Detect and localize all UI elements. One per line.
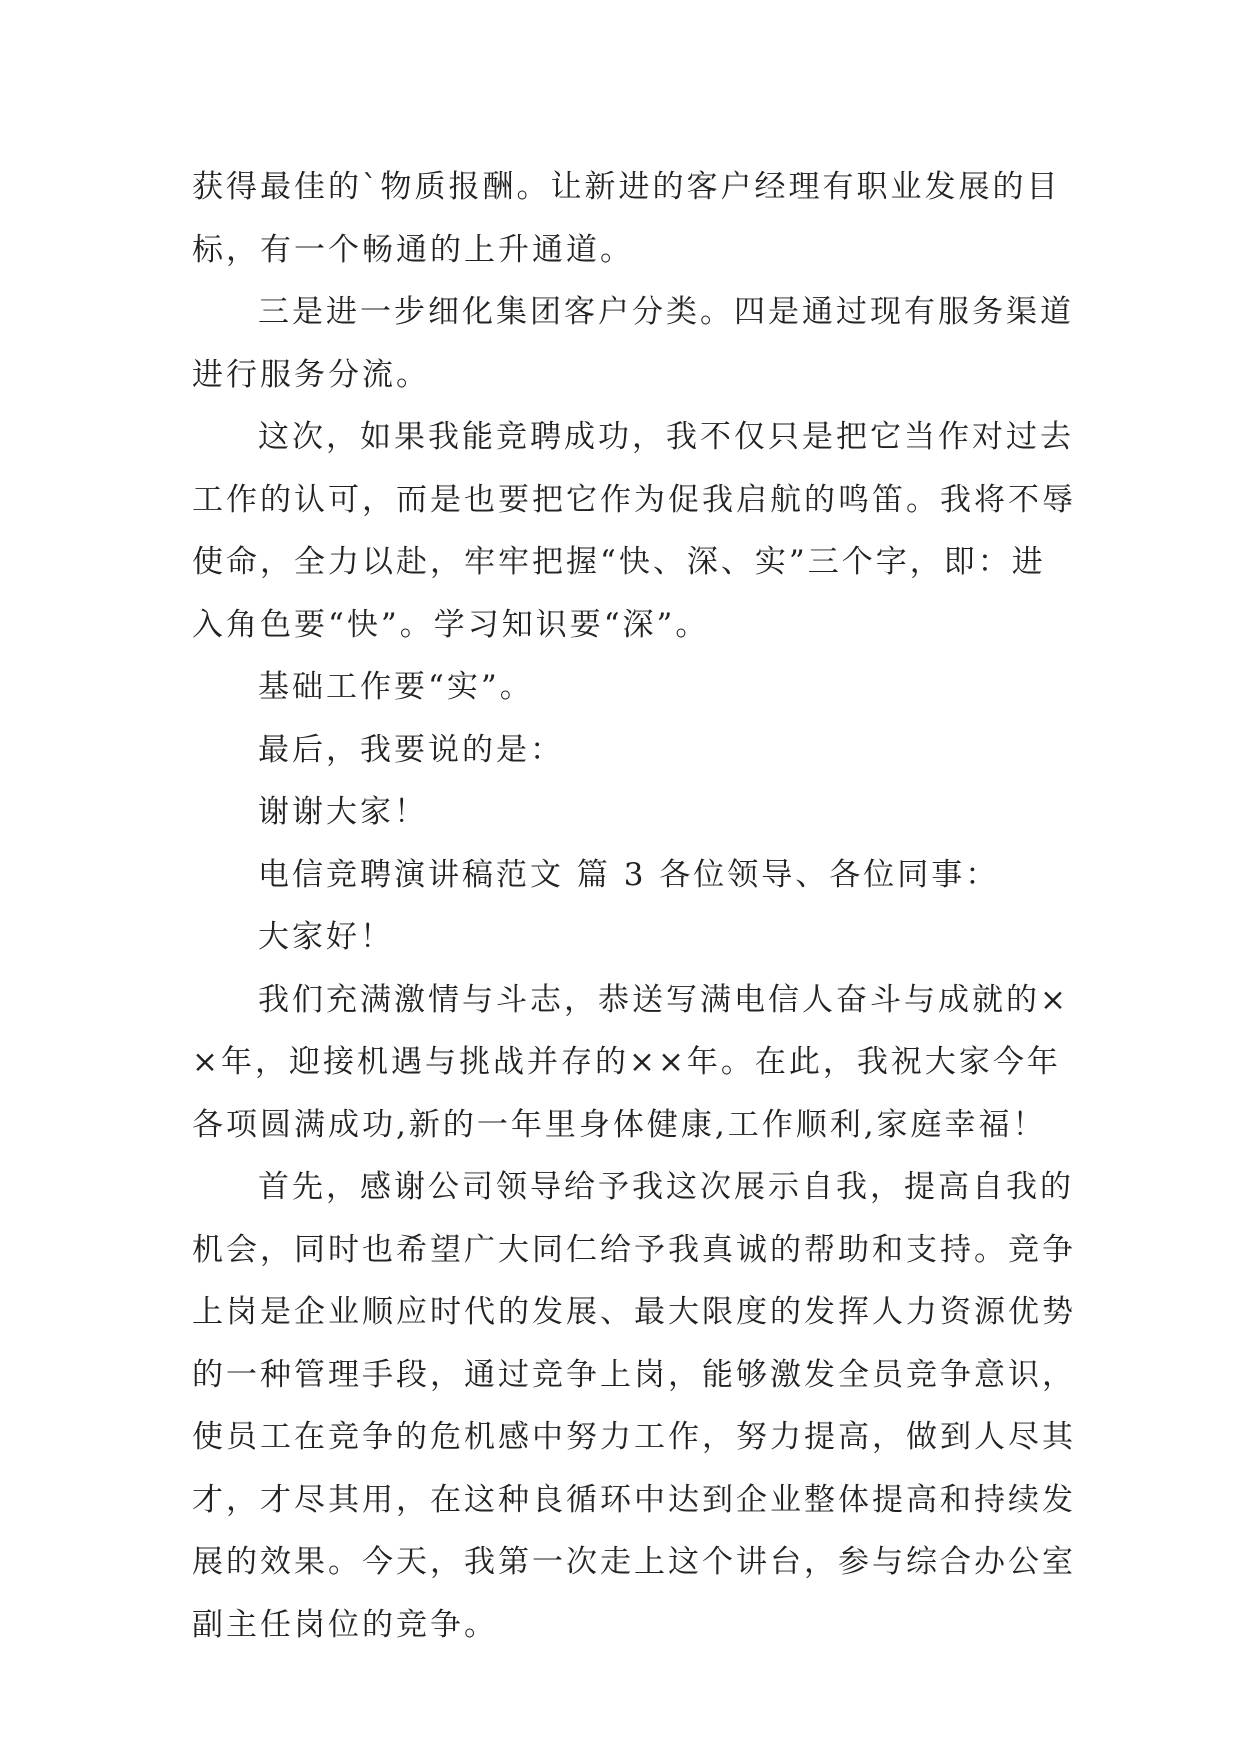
text-line: 这次，如果我能竞聘成功，我不仅只是把它当作对过去 bbox=[258, 419, 1074, 455]
document-body bbox=[192, 156, 1076, 1656]
text-line: 最后，我要说的是： bbox=[258, 731, 564, 768]
text-line: 入角色要“快”。学习知识要“深”。 bbox=[192, 606, 710, 643]
text-line: 电信竞聘演讲稿范文 篇 3 各位领导、各位同事： bbox=[258, 856, 1000, 893]
text-line: 各项圆满成功,新的一年里身体健康,工作顺利,家庭幸福！ bbox=[192, 1106, 1047, 1143]
text-line: 展的效果。今天，我第一次走上这个讲台，参与综合办公室 bbox=[192, 1544, 1076, 1580]
text-line: 工作的认可，而是也要把它作为促我启航的鸣笛。我将不辱 bbox=[192, 481, 1076, 518]
text-line: 才，才尽其用，在这种良循环中达到企业整体提高和持续发 bbox=[192, 1481, 1076, 1518]
text-line: 获得最佳的`物质报酬。让新进的客户经理有职业发展的目 bbox=[192, 169, 1061, 205]
text-line: ×年，迎接机遇与挑战并存的××年。在此，我祝大家今年 bbox=[192, 1044, 1061, 1080]
text-line: 基础工作要“实”。 bbox=[258, 669, 534, 705]
text-line: 副主任岗位的竞争。 bbox=[192, 1606, 498, 1643]
text-line: 的一种管理手段，通过竞争上岗，能够激发全员竞争意识， bbox=[192, 1356, 1076, 1393]
text-line: 上岗是企业顺应时代的发展、最大限度的发挥人力资源优势 bbox=[192, 1294, 1076, 1330]
text-line: 我们充满激情与斗志，恭送写满电信人奋斗与成就的× bbox=[258, 981, 1069, 1018]
text-line: 首先，感谢公司领导给予我这次展示自我，提高自我的 bbox=[258, 1169, 1074, 1205]
text-line: 机会，同时也希望广大同仁给予我真诚的帮助和支持。竞争 bbox=[192, 1231, 1076, 1268]
text-line: 进行服务分流。 bbox=[192, 356, 430, 393]
text-line: 使命，全力以赴，牢牢把握“快、深、实”三个字，即：进 bbox=[192, 544, 1046, 580]
text-line: 三是进一步细化集团客户分类。四是通过现有服务渠道 bbox=[258, 294, 1074, 330]
text-line: 谢谢大家！ bbox=[258, 794, 428, 830]
text-line: 大家好！ bbox=[258, 919, 394, 955]
text-line: 标，有一个畅通的上升通道。 bbox=[192, 231, 634, 268]
text-line: 使员工在竞争的危机感中努力工作，努力提高，做到人尽其 bbox=[192, 1419, 1076, 1455]
